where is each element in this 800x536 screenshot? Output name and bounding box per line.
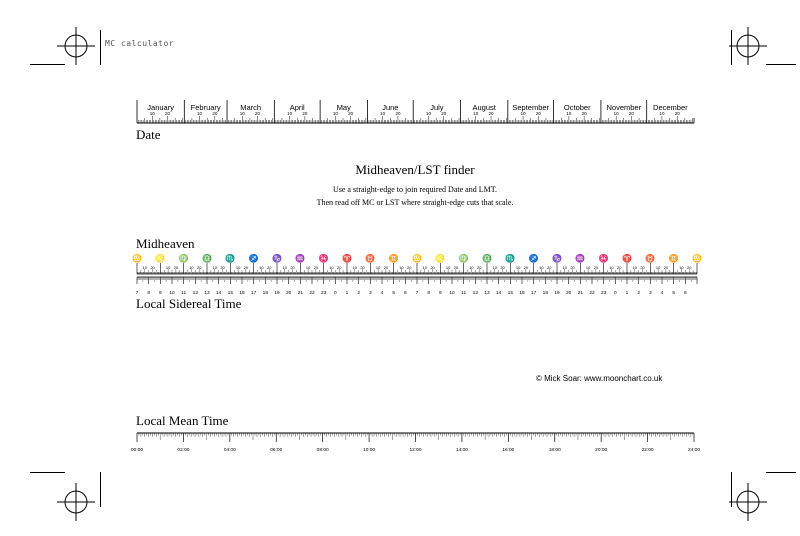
zodiac-sign-icon: ♓ [318,254,329,263]
lst-hour-label: 17 [250,291,257,296]
lst-hour-label: 18 [542,291,549,296]
day-tick-label: 20 [441,111,447,116]
degree-tick-label: 10 [539,265,544,270]
degree-tick-label: 20 [546,265,552,270]
date-scale [0,96,800,128]
degree-tick-label: 10 [492,265,498,270]
lst-hour-label: 19 [554,291,560,296]
lmt-hour-label: 24:00 [687,448,701,453]
lst-hour-label: 13 [204,291,210,296]
degree-tick-label: 20 [290,265,295,270]
lmt-hour-label: 10:00 [363,448,376,453]
lst-hour-label: 15 [507,291,514,296]
month-label: May [336,103,351,112]
degree-tick-label: 10 [469,265,474,270]
lst-hour-label: 6 [403,291,407,296]
zodiac-sign-icon: ♏ [225,254,236,263]
degree-tick-label: 20 [663,265,669,270]
degree-tick-label: 20 [313,265,319,270]
registration-mark-icon [729,483,767,521]
lmt-hour-label: 14:00 [455,448,468,453]
degree-tick-label: 20 [686,265,692,270]
degree-tick-label: 20 [640,265,645,270]
degree-tick-label: 10 [212,265,218,270]
month-label: February [190,103,221,112]
lst-hour-label: 3 [648,291,652,296]
zodiac-sign-icon: ♋ [132,254,142,263]
lst-hour-label: 2 [637,291,641,296]
day-tick-label: 10 [520,111,526,116]
lst-hour-label: 0 [333,291,337,296]
lst-hour-label: 0 [613,291,617,296]
degree-tick-label: 20 [196,265,202,270]
lst-hour-label: 1 [625,291,629,296]
degree-tick-label: 10 [189,265,194,270]
degree-tick-label: 20 [453,265,459,270]
lst-hour-label: 20 [565,291,572,296]
lst-hour-label: 4 [660,291,664,296]
day-tick-label: 20 [348,111,354,116]
day-tick-label: 20 [628,111,634,116]
midheaven-scale-label: Midheaven [136,236,195,251]
lmt-hour-label: 18:00 [548,448,561,453]
degree-tick-label: 10 [329,265,334,270]
day-tick-label: 20 [165,111,171,116]
lst-hour-label: 19 [274,291,280,296]
degree-tick-label: 20 [150,265,155,270]
month-label: July [430,103,444,112]
degree-tick-label: 10 [352,265,358,270]
lst-hour-label: 11 [181,291,187,296]
instruction-line-1: Use a straight-edge to join required Date and LMT. [332,185,498,194]
registration-mark-icon [729,27,767,65]
degree-tick-label: 10 [609,265,614,270]
lst-hour-label: 21 [577,291,584,296]
lst-hour-label: 8 [427,291,431,296]
month-label: June [382,103,399,112]
lmt-hour-label: 16:00 [502,448,515,453]
day-tick-label: 20 [395,111,401,116]
month-label: March [240,103,262,112]
zodiac-sign-icon: ♍ [178,254,189,263]
lst-hour-label: 6 [683,291,687,296]
day-tick-label: 10 [613,111,619,116]
lst-hour-label: 8 [147,291,151,296]
day-tick-label: 10 [197,111,203,116]
zodiac-sign-icon: ♉ [365,254,376,263]
zodiac-sign-icon: ♑ [552,254,562,263]
zodiac-sign-icon: ♐ [248,254,259,263]
instruction-line-2: Then read off MC or LST where straight-edge cuts that scale. [316,198,514,207]
lst-hour-label: 14 [495,291,502,296]
degree-tick-label: 10 [142,265,148,270]
lst-scale-label: Local Sidereal Time [136,296,242,311]
lst-hour-label: 4 [380,291,384,296]
lst-hour-label: 10 [449,291,455,296]
day-tick-label: 20 [212,111,218,116]
month-label: October [563,103,591,112]
lst-hour-label: 23 [320,291,327,296]
lst-hour-label: 16 [239,291,245,296]
lmt-scale-label: Local Mean Time [136,413,229,428]
lst-hour-label: 9 [438,291,442,296]
zodiac-sign-icon: ♒ [575,254,586,263]
page-title: MC calculator [105,39,175,48]
day-tick-label: 20 [535,111,541,116]
degree-tick-label: 20 [336,265,342,270]
midheaven-lst-scale [0,250,800,300]
registration-mark-icon [57,27,95,65]
zodiac-sign-icon: ♈ [342,254,352,263]
lst-hour-label: 18 [262,291,269,296]
lst-hour-label: 7 [135,291,139,296]
degree-tick-label: 20 [266,265,272,270]
zodiac-sign-icon: ♈ [622,254,632,263]
degree-tick-label: 20 [593,265,599,270]
day-tick-label: 20 [674,111,680,116]
day-tick-label: 10 [380,111,386,116]
degree-tick-label: 10 [235,265,241,270]
degree-tick-label: 10 [585,265,591,270]
degree-tick-label: 10 [562,265,568,270]
lmt-hour-label: 12:00 [409,448,422,453]
zodiac-sign-icon: ♌ [155,254,166,263]
degree-tick-label: 10 [282,265,288,270]
finder-title: Midheaven/LST finder [355,162,475,177]
degree-tick-label: 10 [655,265,661,270]
lst-hour-label: 13 [484,291,490,296]
day-tick-label: 10 [332,111,338,116]
degree-tick-label: 10 [305,265,311,270]
lst-hour-label: 1 [345,291,349,296]
lst-hour-label: 20 [285,291,292,296]
lst-hour-label: 7 [415,291,419,296]
lst-hour-label: 21 [297,291,304,296]
day-tick-label: 10 [149,111,155,116]
zodiac-sign-icon: ♊ [388,254,399,263]
lst-hour-label: 11 [461,291,467,296]
day-tick-label: 10 [659,111,665,116]
degree-tick-label: 20 [173,265,179,270]
month-label: April [289,103,305,112]
month-label: August [472,103,496,112]
day-tick-label: 20 [488,111,494,116]
degree-tick-label: 20 [220,265,225,270]
degree-tick-label: 10 [259,265,264,270]
degree-tick-label: 20 [500,265,505,270]
lmt-hour-label: 20:00 [595,448,608,453]
zodiac-sign-icon: ♒ [295,254,306,263]
lmt-hour-label: 04:00 [223,448,236,453]
day-tick-label: 20 [302,111,308,116]
lmt-hour-label: 00:00 [130,448,144,453]
credit-text: © Mick Soar: www.moonchart.co.uk [536,374,663,383]
zodiac-sign-icon: ♉ [645,254,656,263]
degree-tick-label: 10 [165,265,171,270]
lst-hour-label: 17 [530,291,537,296]
month-label: November [606,103,642,112]
registration-mark-icon [57,483,95,521]
day-tick-label: 10 [473,111,479,116]
month-label: December [653,103,688,112]
degree-tick-label: 20 [406,265,412,270]
lmt-hour-label: 22:00 [641,448,654,453]
lst-hour-label: 23 [600,291,607,296]
degree-tick-label: 20 [243,265,249,270]
lst-hour-label: 16 [519,291,525,296]
zodiac-sign-icon: ♋ [412,254,422,263]
degree-tick-label: 10 [515,265,521,270]
day-tick-label: 20 [255,111,261,116]
zodiac-sign-icon: ♎ [482,254,492,263]
day-tick-label: 20 [581,111,587,116]
lmt-hour-label: 02:00 [177,448,190,453]
zodiac-sign-icon: ♋ [692,254,702,263]
zodiac-sign-icon: ♎ [202,254,212,263]
zodiac-sign-icon: ♑ [272,254,282,263]
lst-hour-label: 22 [309,291,315,296]
zodiac-sign-icon: ♊ [668,254,679,263]
lst-hour-label: 12 [192,291,199,296]
lmt-hour-label: 08:00 [316,448,329,453]
month-label: January [147,103,174,112]
degree-tick-label: 20 [570,265,575,270]
degree-tick-label: 20 [523,265,529,270]
degree-tick-label: 10 [399,265,404,270]
lst-hour-label: 12 [472,291,479,296]
zodiac-sign-icon: ♐ [528,254,539,263]
lst-hour-label: 3 [368,291,372,296]
degree-tick-label: 20 [430,265,435,270]
degree-tick-label: 20 [383,265,389,270]
lst-hour-label: 15 [227,291,234,296]
degree-tick-label: 20 [360,265,365,270]
date-scale-label: Date [136,127,161,142]
day-tick-label: 10 [287,111,293,116]
zodiac-sign-icon: ♌ [435,254,446,263]
degree-tick-label: 10 [679,265,684,270]
degree-tick-label: 20 [476,265,482,270]
lst-hour-label: 5 [672,291,676,296]
lst-hour-label: 10 [169,291,175,296]
lst-hour-label: 14 [215,291,222,296]
month-label: September [512,103,550,112]
zodiac-sign-icon: ♓ [598,254,609,263]
lmt-scale [0,428,800,458]
zodiac-sign-icon: ♏ [505,254,516,263]
day-tick-label: 10 [425,111,431,116]
day-tick-label: 10 [239,111,245,116]
lst-hour-label: 2 [357,291,361,296]
degree-tick-label: 20 [616,265,622,270]
lst-hour-label: 22 [589,291,595,296]
lst-hour-label: 5 [392,291,396,296]
lmt-hour-label: 06:00 [270,448,283,453]
lst-hour-label: 9 [158,291,162,296]
zodiac-sign-icon: ♍ [458,254,469,263]
degree-tick-label: 10 [422,265,428,270]
degree-tick-label: 10 [375,265,381,270]
day-tick-label: 10 [566,111,572,116]
degree-tick-label: 10 [632,265,638,270]
degree-tick-label: 10 [445,265,451,270]
